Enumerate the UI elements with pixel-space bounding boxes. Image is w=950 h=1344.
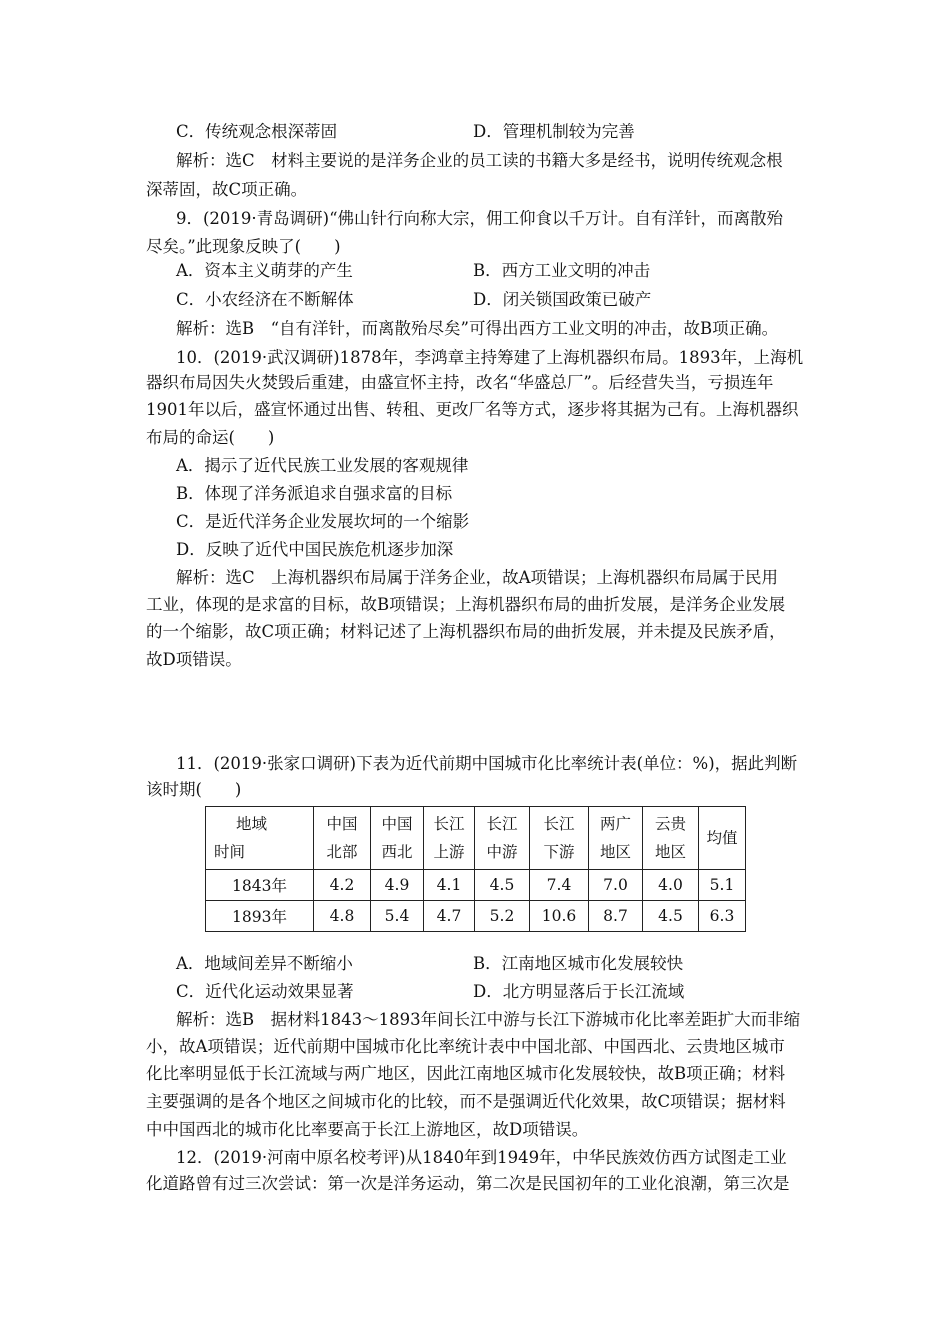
table-cell: 4.5 [643,901,699,932]
q11-answer-line: 化比率明显低于长江流域与两广地区，因此江南地区城市化发展较快，故B项正确；材料 [146,1064,786,1083]
q10-answer-line: 解析：选C 上海机器织布局属于洋务企业，故A项错误；上海机器织布局属于民用 [176,568,779,587]
q11-answer-line: 小，故A项错误；近代前期中国城市化比率统计表中中国北部、中国西北、云贵地区城市 [146,1037,785,1056]
table-cell: 5.4 [371,901,424,932]
q9-option-c: C．小农经济在不断解体 [176,290,354,309]
q12-stem-line: 化道路曾有过三次尝试：第一次是洋务运动，第二次是民国初年的工业化浪潮，第三次是 [146,1174,790,1193]
q9-answer-line: 解析：选B “自有洋针，而离散殆尽矣”可得出西方工业文明的冲击，故B项正确。 [176,319,779,338]
q9-stem-line: 尽矣。”此现象反映了( ) [146,237,341,256]
column-header: 云贵 地区 [643,807,699,870]
column-header: 两广 地区 [589,807,643,870]
column-header: 长江 中游 [475,807,530,870]
q8-answer-line: 解析：选C 材料主要说的是洋务企业的员工读的书籍大多是经书，说明传统观念根 [176,151,783,170]
q9-stem-line: 9．(2019·青岛调研)“佛山针行向称大宗，佣工仰食以千万计。自有洋针，而离散殆 [176,209,784,228]
table-cell: 4.7 [424,901,475,932]
q11-stem-line: 该时期( ) [146,780,242,799]
table-cell: 7.0 [589,870,643,901]
q11-answer-line: 中中国西北的城市化比率要高于长江上游地区，故D项错误。 [146,1120,589,1139]
table-cell: 5.2 [475,901,530,932]
q11-option-d: D．北方明显落后于长江流域 [473,982,685,1001]
table-cell: 6.3 [699,901,746,932]
q10-option-b: B．体现了洋务派追求自强求富的目标 [176,484,453,503]
column-header: 长江 下游 [530,807,589,870]
table-cell: 4.5 [475,870,530,901]
q10-answer-line: 工业，体现的是求富的目标，故B项错误；上海机器织布局的曲折发展，是洋务企业发展 [146,595,786,614]
table-row [206,901,746,932]
table-header-row [206,807,746,870]
q10-option-a: A．揭示了近代民族工业发展的客观规律 [176,456,469,475]
q10-stem-line: 器织布局因失火焚毁后重建，由盛宣怀主持，改名“华盛总厂”。后经营失当，亏损连年 [146,373,774,392]
q10-stem-line: 布局的命运( ) [146,428,275,447]
q11-option-b: B．江南地区城市化发展较快 [473,954,684,973]
column-header-average: 均值 [699,807,746,870]
q8-option-c: C．传统观念根深蒂固 [176,122,338,141]
table-cell: 4.1 [424,870,475,901]
row-year: 1843年 [206,870,314,901]
row-year: 1893年 [206,901,314,932]
corner-region-label: 地域 [236,815,268,833]
table-cell: 4.8 [314,901,371,932]
q11-answer-line: 主要强调的是各个地区之间城市化的比较，而不是强调近代化效果，故C项错误；据材料 [146,1092,786,1111]
q12-stem-line: 12．(2019·河南中原名校考评)从1840年到1949年，中华民族效仿西方试图走工业 [176,1148,787,1167]
q9-option-d: D．闭关锁国政策已破产 [473,290,652,309]
q10-answer-line: 故D项错误。 [146,650,242,669]
corner-time-label: 时间 [214,843,246,861]
q9-option-b: B．西方工业文明的冲击 [473,261,651,280]
q10-stem-line: 1901年以后，盛宣怀通过出售、转租、更改厂名等方式，逐步将其据为己有。上海机器织 [146,400,799,419]
q11-stem-line: 11．(2019·张家口调研)下表为近代前期中国城市化比率统计表(单位：%)，据此判断 [176,754,798,773]
q9-option-a: A．资本主义萌芽的产生 [176,261,353,280]
table-corner-cell [206,807,314,870]
table-row [206,870,746,901]
q11-answer-line: 解析：选B 据材料1843～1893年间长江中游与长江下游城市化比率差距扩大而非缩 [176,1010,801,1029]
q10-option-d: D．反映了近代中国民族危机逐步加深 [176,540,454,559]
q10-answer-line: 的一个缩影，故C项正确；材料记述了上海机器织布局的曲折发展，并未提及民族矛盾， [146,622,786,641]
table-cell: 10.6 [530,901,589,932]
table-cell: 4.0 [643,870,699,901]
table-cell: 4.2 [314,870,371,901]
urbanization-table [205,806,746,932]
table-cell: 7.4 [530,870,589,901]
column-header: 长江 上游 [424,807,475,870]
q11-option-c: C．近代化运动效果显著 [176,982,354,1001]
table-cell: 8.7 [589,901,643,932]
table-cell: 4.9 [371,870,424,901]
column-header: 中国 北部 [314,807,371,870]
q11-option-a: A．地域间差异不断缩小 [176,954,353,973]
table-cell: 5.1 [699,870,746,901]
q10-stem-line: 10．(2019·武汉调研)1878年，李鸿章主持筹建了上海机器织布局。1893年，上海机 [176,348,804,367]
q8-option-d: D．管理机制较为完善 [473,122,635,141]
q8-answer-line: 深蒂固，故C项正确。 [146,180,308,199]
column-header: 中国 西北 [371,807,424,870]
q10-option-c: C．是近代洋务企业发展坎坷的一个缩影 [176,512,470,531]
